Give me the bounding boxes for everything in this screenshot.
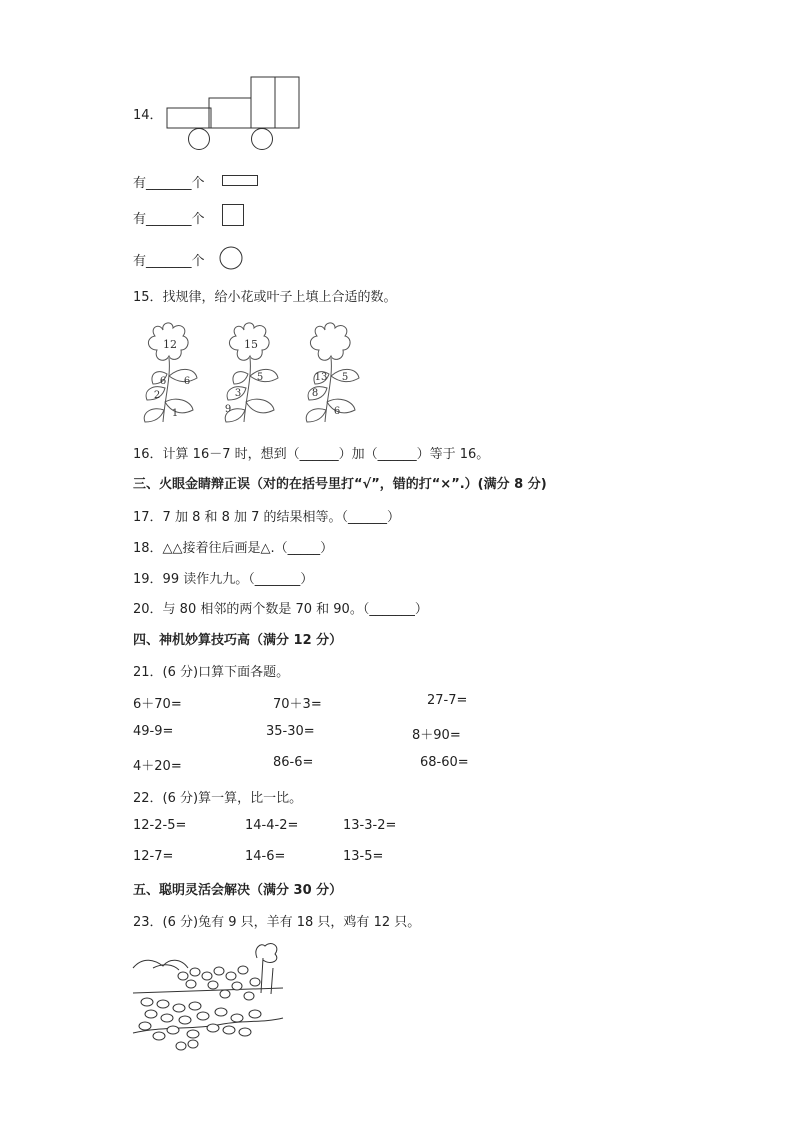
flower-1 <box>144 323 197 422</box>
answer-blank[interactable]: _______ <box>146 254 192 269</box>
circle-icon <box>219 246 243 270</box>
flower-2 <box>225 323 278 422</box>
leaf-number[interactable]: 6 <box>333 406 341 417</box>
q21-title: 21．(6 分)口算下面各题。 <box>133 665 290 680</box>
leaf-number[interactable]: 5 <box>256 372 264 383</box>
q22-cell: 12-7= <box>133 849 174 864</box>
flower-number[interactable]: 15 <box>244 338 258 351</box>
section-5-heading: 五、聪明灵活会解决（满分 30 分） <box>133 883 343 898</box>
q18-text: 18．△△接着往后画是△.（_____） <box>133 541 334 556</box>
q14-square-row <box>133 208 205 227</box>
leaf-number[interactable]: 2 <box>153 390 161 401</box>
flower-number[interactable]: 12 <box>163 338 177 351</box>
answer-blank[interactable]: _______ <box>146 212 192 227</box>
q21-cell: 49-9= <box>133 724 174 739</box>
leaf <box>306 409 326 422</box>
q22-cell: 14-6= <box>245 849 286 864</box>
q22-cell: 13-5= <box>343 849 384 864</box>
flower-head <box>310 323 350 360</box>
leaf-number[interactable]: 6 <box>159 376 167 387</box>
suffix: 个 <box>191 176 205 191</box>
q21-cell: 35-30= <box>266 724 315 739</box>
answer-blank[interactable]: _______ <box>146 176 192 191</box>
leaf-number[interactable]: 6 <box>183 376 191 387</box>
leaf-number[interactable]: 1 <box>171 408 179 419</box>
flowers-figure <box>135 322 375 422</box>
q15-text: 15．找规律，给小花或叶子上填上合适的数。 <box>133 290 397 305</box>
leaf <box>165 399 193 413</box>
q22-cell: 12-2-5= <box>133 818 187 833</box>
q22-cell: 14-4-2= <box>245 818 299 833</box>
leaf <box>144 409 164 422</box>
q23-text: 23．(6 分)兔有 9 只，羊有 18 只，鸡有 12 只。 <box>133 915 421 930</box>
suffix: 个 <box>191 254 205 269</box>
prefix: 有 <box>133 212 147 227</box>
q21-cell: 68-60= <box>420 755 469 770</box>
flower-3 <box>306 323 359 422</box>
q14-rect-row <box>133 172 205 191</box>
section-3-heading: 三、火眼金睛辩正误（对的在括号里打“√”，错的打“×”.）(满分 8 分) <box>133 477 547 492</box>
leaf <box>233 372 248 384</box>
leaf <box>327 399 355 413</box>
suffix: 个 <box>191 212 205 227</box>
leaf-number[interactable]: 8 <box>311 388 319 399</box>
q14-number: 14． <box>133 108 163 123</box>
farm-animals-illustration <box>133 938 288 1053</box>
leaf-number[interactable]: 9 <box>224 404 232 415</box>
q21-cell: 27-7= <box>427 693 468 708</box>
q16-text: 16．计算 16－7 时，想到（______）加（______）等于 16。 <box>133 447 490 462</box>
leaf-number[interactable]: 5 <box>341 372 349 383</box>
q14-circle-row <box>133 250 205 269</box>
q21-cell: 86-6= <box>273 755 314 770</box>
prefix: 有 <box>133 176 147 191</box>
section-4-heading: 四、神机妙算技巧高（满分 12 分） <box>133 633 343 648</box>
q19-text: 19．99 读作九九。（_______） <box>133 572 314 587</box>
q21-cell: 6＋70= <box>133 697 182 712</box>
square-icon <box>222 204 244 226</box>
rectangle-icon <box>222 175 258 187</box>
q17-text: 17．7 加 8 和 8 加 7 的结果相等。（______） <box>133 510 401 525</box>
q21-cell: 70＋3= <box>273 697 322 712</box>
q22-cell: 13-3-2= <box>343 818 397 833</box>
q22-title: 22．(6 分)算一算，比一比。 <box>133 791 303 806</box>
q21-cell: 4＋20= <box>133 759 182 774</box>
prefix: 有 <box>133 254 147 269</box>
q21-cell: 8＋90= <box>412 728 461 743</box>
leaf <box>246 399 274 413</box>
leaf-number[interactable]: 3 <box>234 388 242 399</box>
truck-figure <box>165 76 305 152</box>
leaf-number[interactable]: 13 <box>314 372 328 383</box>
q20-text: 20．与 80 相邻的两个数是 70 和 90。（_______） <box>133 602 428 617</box>
leaf <box>250 369 278 381</box>
